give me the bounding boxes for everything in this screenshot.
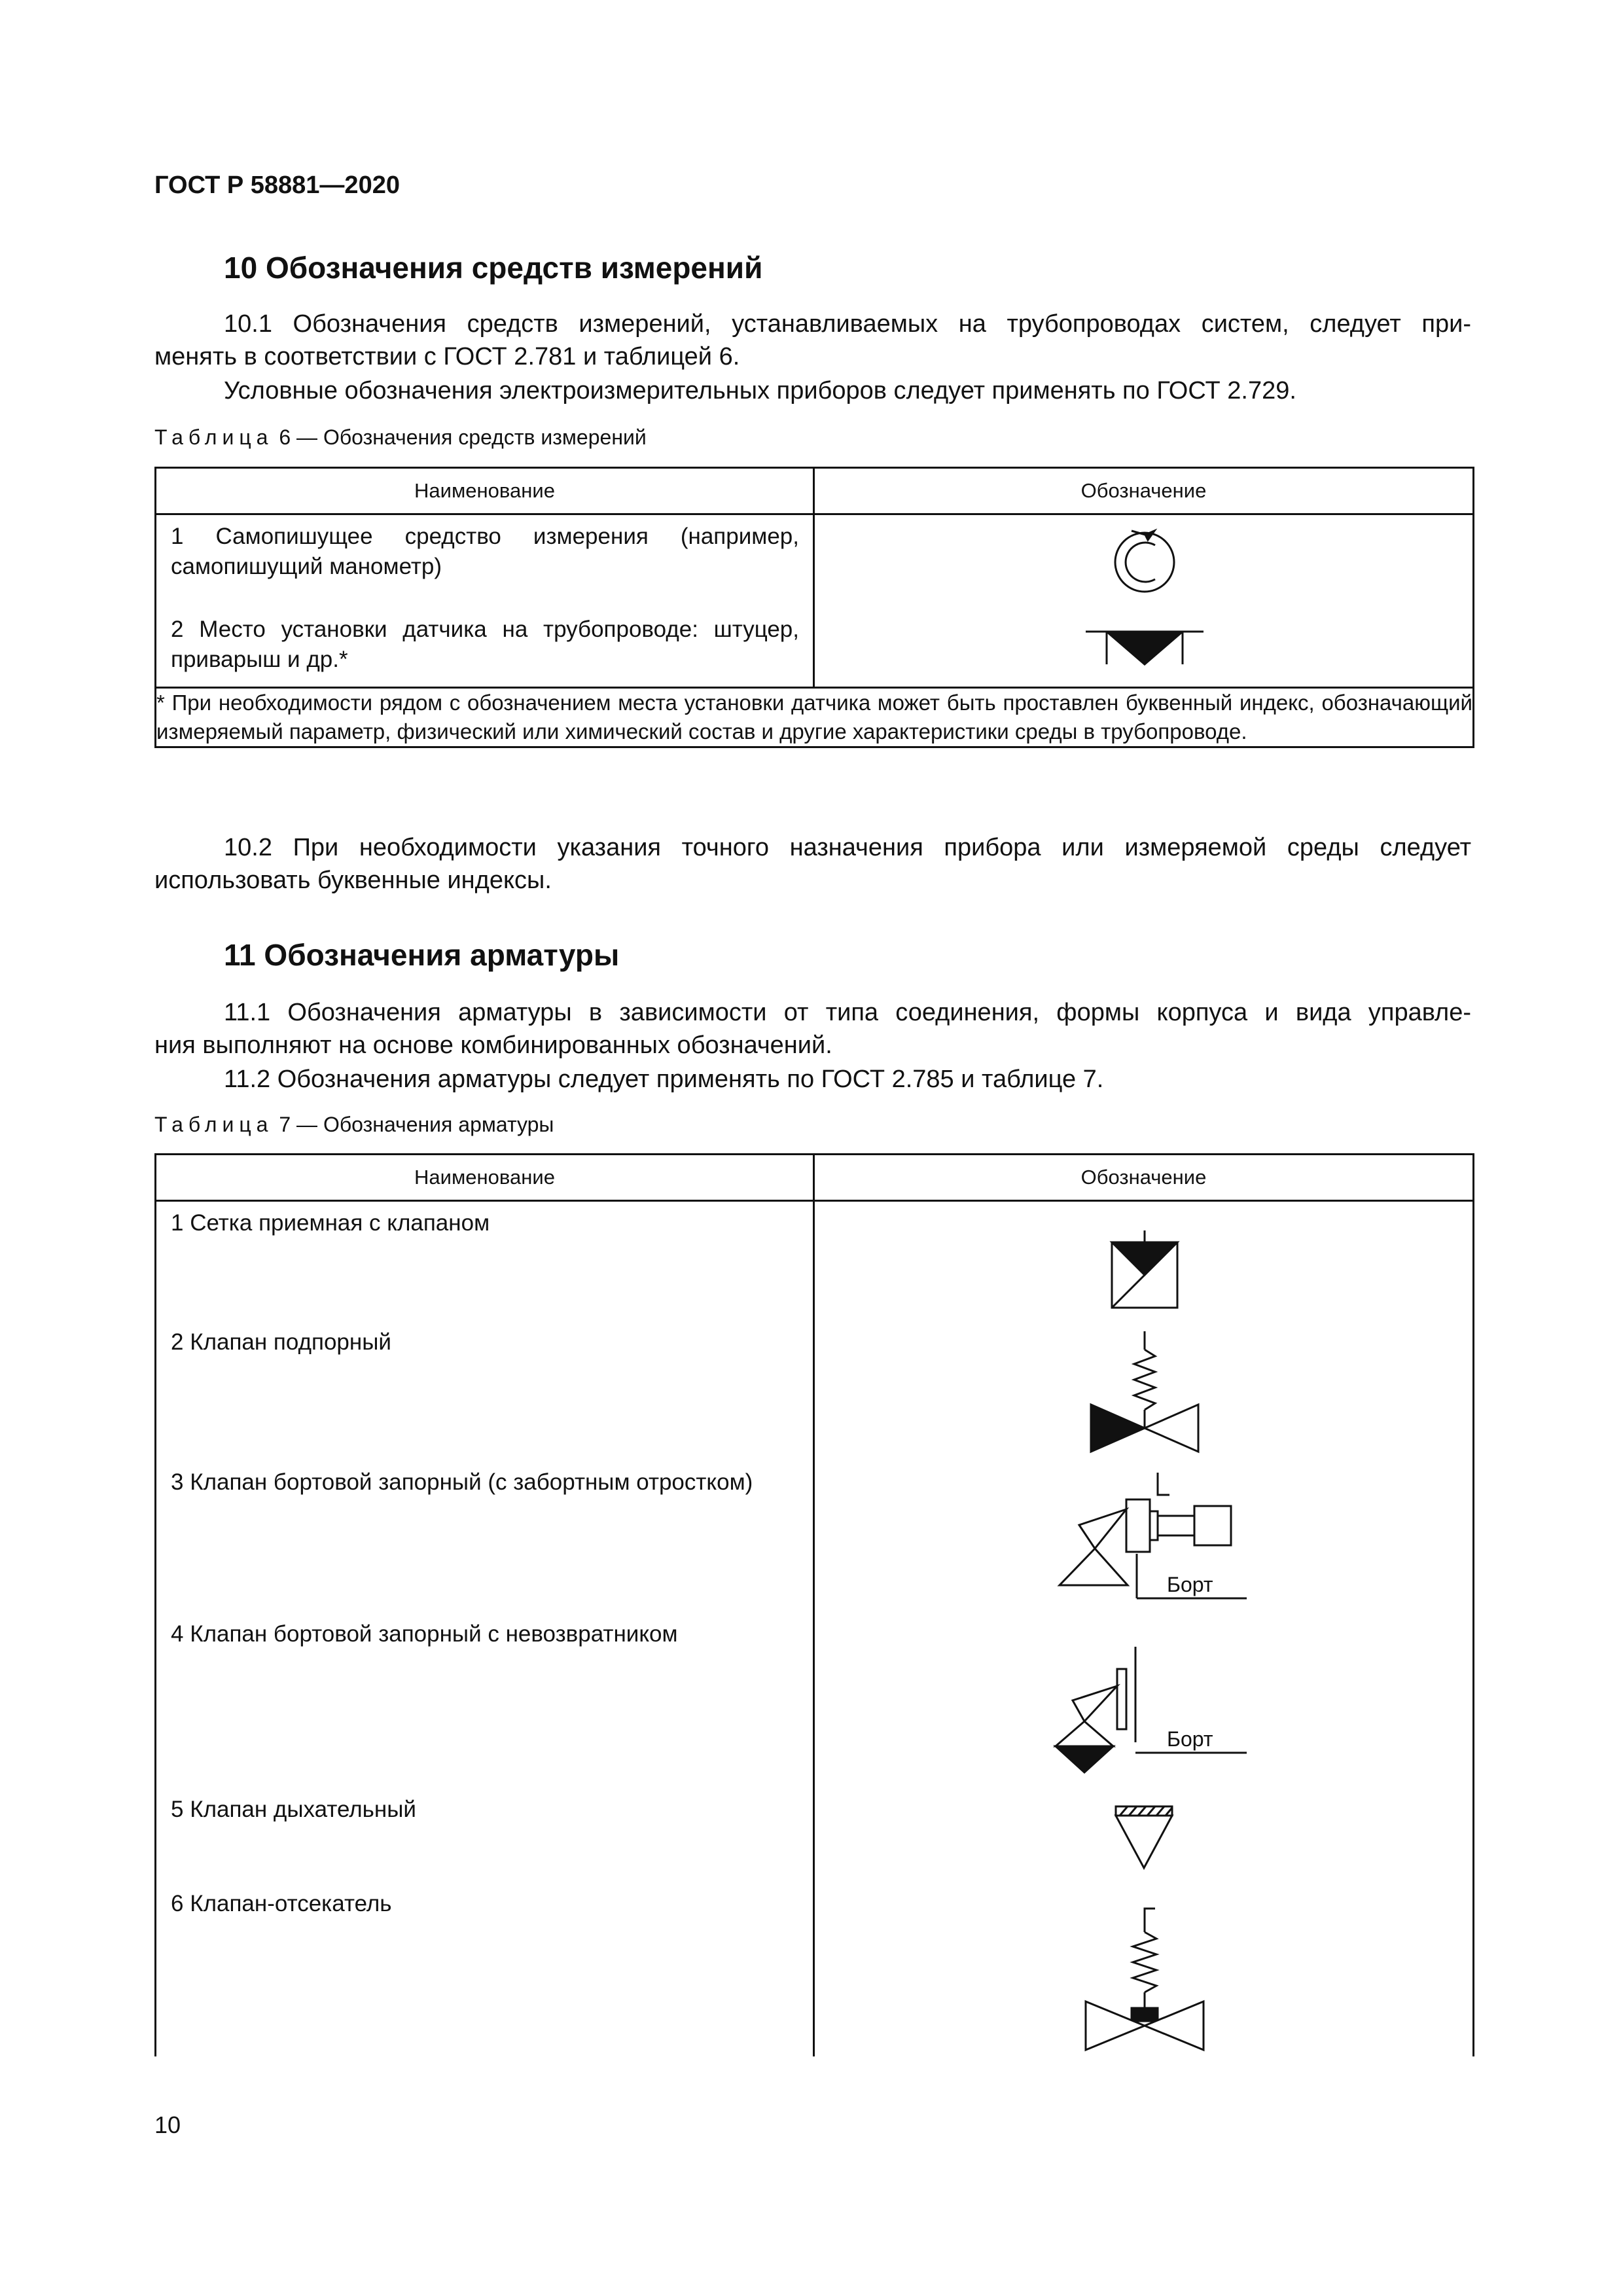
table-6-caption bbox=[154, 425, 647, 450]
table-7-header-symbol: Обозначение bbox=[814, 1155, 1474, 1201]
table-7-symbols-cell bbox=[814, 1201, 1474, 2057]
back-pressure-valve-icon bbox=[1091, 1331, 1198, 1452]
section-10-p2: Условные обозначения электроизмерительных приборов следует применять по ГОСТ 2.729. bbox=[224, 377, 1296, 404]
ship-side-valve-with-branch-icon bbox=[1060, 1473, 1247, 1598]
section-10-p1-line1: 10.1 Обозначения средств измерений, устанавливаемых на трубопроводах систем, следует при- bbox=[224, 310, 1471, 338]
section-11-p2: 11.2 Обозначения арматуры следует применять по ГОСТ 2.785 и таблице 7. bbox=[224, 1066, 1104, 1093]
table-7 bbox=[154, 1153, 1474, 2056]
table-7-row-1-name: 1 Сетка приемная с клапаном bbox=[171, 1210, 490, 1236]
table-6-row-1-name: 1 Самопишущее средство измерения (например, самопишущий манометр) bbox=[171, 524, 799, 579]
section-11-p1-line1: 11.1 Обозначения арматуры в зависимости от типа соединения, формы корпуса и вида управле- bbox=[224, 999, 1471, 1026]
section-10-p3-line1: 10.2 При необходимости указания точного назначения прибора или измеряемой среды следует bbox=[224, 834, 1471, 861]
table-6 bbox=[154, 467, 1474, 748]
bort-label-3: Борт bbox=[1167, 1573, 1213, 1596]
page-number: 10 bbox=[154, 2111, 181, 2138]
table-7-names-cell bbox=[156, 1201, 814, 2057]
cut-off-valve-icon bbox=[1086, 1909, 1204, 2050]
table-6-footnote: * При необходимости рядом с обозначением места установки датчика может быть проставлен буквенный индекс, обозначающий измеряемый параметр, физический или химический состав и другие характеристики среды в трубопроводе. bbox=[156, 688, 1474, 747]
bort-label-4: Борт bbox=[1167, 1727, 1213, 1751]
table-6-names-cell bbox=[156, 514, 814, 688]
table-6-symbols-svg bbox=[815, 515, 1474, 687]
table-6-row-2-name: 2 Место установки датчика на трубопроводе: штуцер, приварыш и др.* bbox=[171, 617, 799, 672]
self-recording-instrument-icon bbox=[1115, 531, 1174, 592]
table-6-caption-rest: 6 — Обозначения средств измерений bbox=[273, 425, 647, 449]
sensor-mount-icon bbox=[1086, 632, 1204, 664]
intake-strainer-valve-icon bbox=[1112, 1230, 1177, 1308]
section-10-title: 10 Обозначения средств измерений bbox=[224, 251, 763, 285]
table-6-header-name: Наименование bbox=[156, 468, 814, 514]
table-7-row-5-name: 5 Клапан дыхательный bbox=[171, 1797, 416, 1822]
section-10-p1-line2: менять в соответствии с ГОСТ 2.781 и таблицей 6. bbox=[154, 343, 740, 370]
table-7-row-3-name: 3 Клапан бортовой запорный (с забортным отростком) bbox=[171, 1469, 753, 1495]
section-11-p1-line2: ния выполняют на основе комбинированных обозначений. bbox=[154, 1031, 832, 1059]
table-6-symbols-cell bbox=[814, 514, 1474, 688]
table-7-caption-rest: 7 — Обозначения арматуры bbox=[273, 1113, 554, 1136]
section-11-title: 11 Обозначения арматуры bbox=[224, 938, 620, 972]
table-7-row-6-name: 6 Клапан-отсекатель bbox=[171, 1891, 392, 1916]
table-7-caption bbox=[154, 1113, 554, 1137]
table-7-symbols-svg bbox=[815, 1202, 1474, 2056]
table-6-header-symbol: Обозначение bbox=[814, 468, 1474, 514]
ship-side-valve-with-check-icon bbox=[1056, 1647, 1247, 1772]
table-7-caption-prefix: Таблица bbox=[154, 1113, 274, 1136]
table-7-header-name: Наименование bbox=[156, 1155, 814, 1201]
table-6-caption-prefix: Таблица bbox=[154, 425, 274, 449]
document-id-header: ГОСТ Р 58881—2020 bbox=[154, 171, 400, 199]
table-7-row-4-name: 4 Клапан бортовой запорный с невозвратником bbox=[171, 1621, 678, 1647]
section-10-p3-line2: использовать буквенные индексы. bbox=[154, 867, 552, 894]
breathing-valve-icon bbox=[1116, 1806, 1172, 1868]
table-7-row-2-name: 2 Клапан подпорный bbox=[171, 1329, 391, 1355]
